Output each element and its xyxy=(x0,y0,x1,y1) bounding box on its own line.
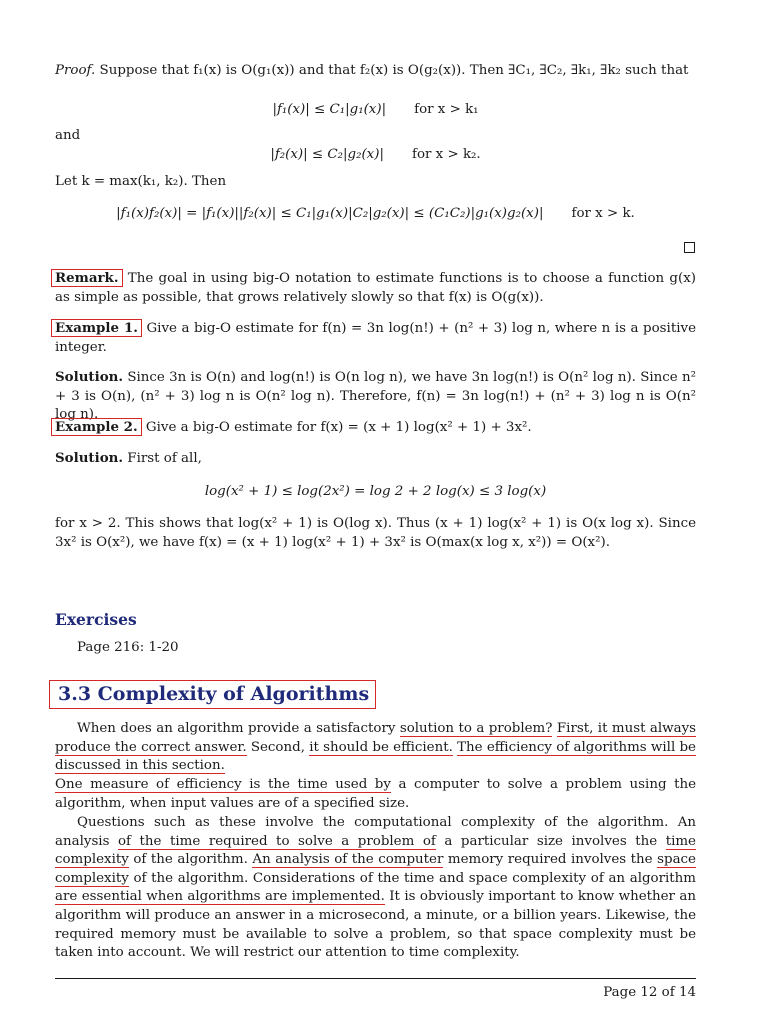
example-1-solution xyxy=(55,368,696,425)
example-1-text: Give a big-O estimate for f(n) = 3n log(n!) + (n² + 3) log n, where n is a positive integer. xyxy=(55,321,696,355)
footer-rule xyxy=(55,978,696,979)
section-title: 3.3 Complexity of Algorithms xyxy=(58,683,370,705)
remark-paragraph xyxy=(55,269,696,307)
proof-paragraph xyxy=(55,62,696,81)
example-2-paragraph xyxy=(55,418,696,438)
solution-text: Since 3n is O(n) and log(n!) is O(n log n), we have 3n log(n!) is O(n² log n). Since n² + 3 is O(n), (n² + 3) log n is O(n² log n). Therefore, f(n) = 3n log(n!) + (n² + 3) log n is O(n² log n). xyxy=(55,370,696,423)
highlight-underline: The efficiency of algorithms will be discussed in this section. xyxy=(55,739,696,774)
highlight-underline: First, it must always produce the correct answer. xyxy=(55,721,697,755)
example-1-paragraph xyxy=(55,319,696,357)
proof-equation-1: |f₁(x)| ≤ C₁|g₁(x)| for x > k₁ xyxy=(272,102,479,117)
section-paragraph-3: Questions such as these involve the computational complexity of the algorithm. An analysis of the time required to solve a problem of a particular size involves the time complexity of the algorithm. An analysis of the computer memory required involves the space complexity of the algorithm. Considerations of the time and space complexity of an algorithm are essential when algorithms are implemented. It is obviously important to know whether an algorithm will produce an answer in a microsecond, a minute, or a billion years. Likewise, the required memory must be available to solve a problem, so that space complexity must be taken into account. We will restrict our attention to time complexity. xyxy=(55,815,696,961)
example-2-equation: log(x² + 1) ≤ log(2x²) = log 2 + 2 log(x) ≤ 3 log(x) xyxy=(204,484,547,499)
highlight-underline: solution to a problem? xyxy=(399,721,553,736)
proof-label: Proof. xyxy=(55,63,96,78)
example-2-solution-intro xyxy=(55,449,696,469)
page-number: Page 12 of 14 xyxy=(603,985,696,1000)
example-2-label: Example 2. xyxy=(51,418,142,436)
section-title-box xyxy=(49,680,376,709)
solution-label: Solution. xyxy=(55,369,124,385)
qed-square-icon xyxy=(684,242,695,253)
proof-and: and xyxy=(55,128,81,143)
example-2-solution-rest: for x > 2. This shows that log(x² + 1) is O(log x). Thus (x + 1) log(x² + 1) is O(x log x). Since 3x² is O(x²), we have f(x) = (x + 1) log(x² + 1) + 3x² is O(max(x log x, x²)) = O(x²). xyxy=(55,516,696,550)
proof-equation-3: |f₁(x)f₂(x)| = |f₁(x)||f₂(x)| ≤ C₁|g₁(x)|C₂|g₂(x)| ≤ (C₁C₂)|g₁(x)g₂(x)| for x > k. xyxy=(116,206,635,221)
example-2-text: Give a big-O estimate for f(x) = (x + 1) log(x² + 1) + 3x². xyxy=(145,420,532,435)
solution-label: Solution. xyxy=(55,450,124,466)
example-1-label: Example 1. xyxy=(51,319,142,337)
highlight-underline: it should be efficient. xyxy=(309,739,453,755)
highlight-underline: space complexity xyxy=(55,852,696,886)
section-paragraph-2: One measure of efficiency is the time used by a computer to solve a problem using the algorithm, when input values are of a specified size. xyxy=(55,777,697,811)
proof-let: Let k = max(k₁, k₂). Then xyxy=(55,174,227,189)
document-page xyxy=(55,0,696,1024)
remark-text: The goal in using big-O notation to estimate functions is to choose a function g(x) as simple as possible, that grows relatively slowly so that f(x) is O(g(x)). xyxy=(55,271,696,305)
highlight-underline: One measure of efficiency is the time used by xyxy=(55,777,391,792)
proof-text: Suppose that f₁(x) is O(g₁(x)) and that f₂(x) is O(g₂(x)). Then ∃C₁, ∃C₂, ∃k₁, ∃k₂ such that xyxy=(99,63,689,78)
highlight-underline: time complexity xyxy=(55,833,696,868)
solution-intro-text: First of all, xyxy=(127,451,202,466)
highlight-underline: of the time required to solve a problem of xyxy=(118,833,436,849)
remark-label: Remark. xyxy=(51,269,123,287)
exercises-text: Page 216: 1-20 xyxy=(77,640,179,655)
proof-equation-2: |f₂(x)| ≤ C₂|g₂(x)| for x > k₂. xyxy=(270,147,481,162)
exercises-heading: Exercises xyxy=(55,610,137,629)
section-paragraph-1: When does an algorithm provide a satisfactory solution to a problem? First, it must always produce the correct answer. Second, it should be efficient. The efficiency of algorithms will be discussed in this section. xyxy=(55,721,697,774)
highlight-underline: are essential when algorithms are implemented. xyxy=(55,889,385,905)
highlight-underline: An analysis of the computer xyxy=(252,852,444,868)
